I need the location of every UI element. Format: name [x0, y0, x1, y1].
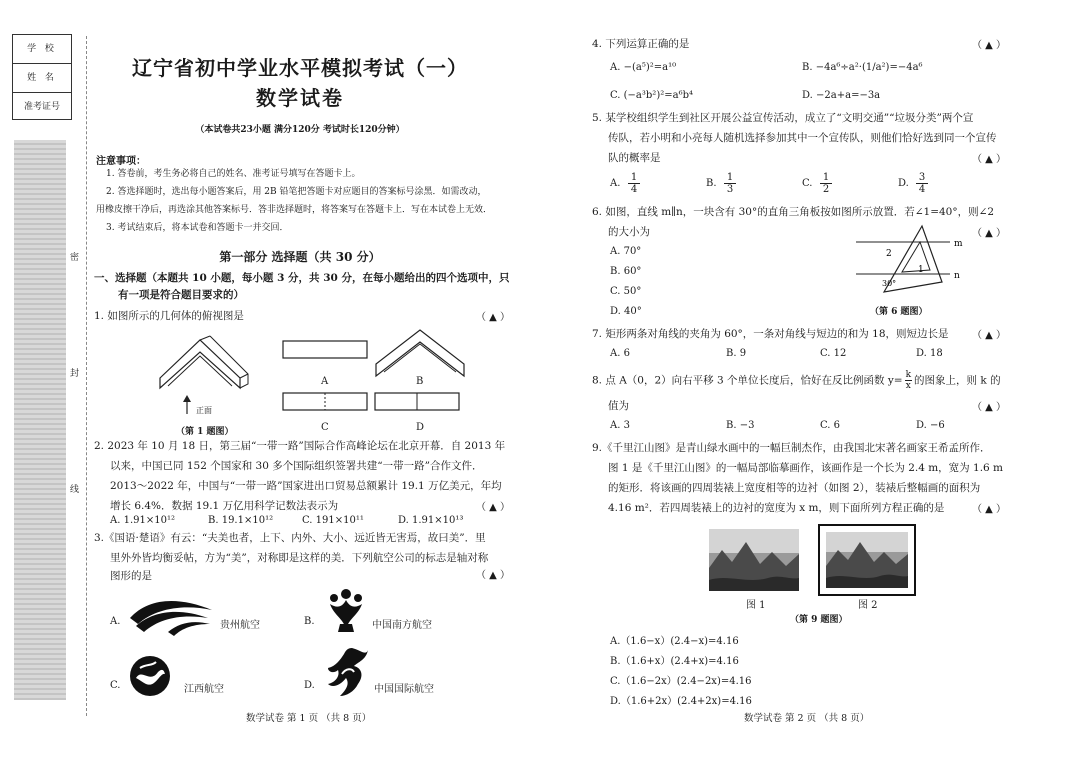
q7-option-c: C. 12 — [820, 348, 847, 359]
q1-label-c: C — [321, 422, 329, 433]
q9-mark: （ ▲ ） — [972, 504, 1007, 515]
q7-mark: （ ▲ ） — [972, 330, 1007, 341]
q2-option-b: B. 19.1×10¹² — [208, 515, 274, 526]
q7-option-b: B. 9 — [726, 348, 747, 359]
q5-line-1: 5. 某学校组织学生到社区开展公益宣传活动，成立了“文明交通”“垃圾分类”两个宣 — [592, 112, 974, 124]
q5-line-2: 传队，若小明和小亮每人随机选择参加其中一个宣传队，则他们恰好选到同一个宣传 — [608, 132, 997, 144]
exam-title: 辽宁省初中学业水平模拟考试（一） — [132, 56, 468, 80]
notice-2: 2. 答选择题时，选出每小题答案后，用 2B 铅笔把答题卡对应题目的答案标号涂黑．如需改动， — [106, 187, 487, 197]
q1-option-a-figure — [280, 338, 370, 362]
q2-line-2: 以来，中国已同 152 个国家和 30 多个国际组织签署共建“一带一路”合作文件． — [110, 460, 483, 472]
q6-option-a: A. 70° — [610, 246, 642, 257]
seal-word-feng: 封 — [70, 366, 79, 379]
q3-option-b-letter: B. — [304, 616, 315, 627]
q9-painting-fig2 — [818, 524, 916, 596]
section-heading — [94, 270, 524, 304]
exam-number-field: 准考证号 — [23, 102, 60, 112]
q9-painting-fig1 — [708, 528, 800, 592]
q5-line-3: 队的概率是 — [608, 152, 661, 164]
q2-option-a: A. 1.91×10¹² — [110, 515, 175, 526]
q6-option-b: B. 60° — [610, 266, 642, 277]
q5-option-d-num: 3 — [916, 172, 928, 184]
q2-mark: （ ▲ ） — [476, 502, 511, 513]
q5-option-c-letter: C. — [802, 178, 813, 189]
q9-line-1: 9.《千里江山图》是青山绿水画中的一幅巨制杰作，由我国北宋著名画家王希孟所作． — [592, 442, 991, 454]
q3-line-3: 图形的是 — [110, 570, 152, 582]
notice-2-cont: 用橡皮擦干净后，再选涂其他答案标号．答非选择题时，将答案写在答题卡上．写在本试卷上无效． — [96, 205, 493, 215]
q9-line-3: 的矩形．将该画的四周装裱上宽度相等的边衬（如图 2），装裱后整幅画的面积为 — [608, 482, 981, 494]
q2-option-d: D. 1.91×10¹³ — [398, 515, 464, 526]
q6-mark: （ ▲ ） — [972, 228, 1007, 239]
seal-word-mi: 密 — [70, 250, 79, 263]
q4-mark: （ ▲ ） — [972, 40, 1007, 51]
q5-option-a-letter: A. — [610, 178, 621, 189]
q5-option-a-fraction — [628, 172, 640, 195]
triangle-inner — [902, 242, 930, 272]
q4-option-d: D. −2a+a=−3a — [802, 90, 881, 101]
china-southern-logo-icon — [324, 586, 368, 634]
q2-line-4: 增长 6.4%．数据 19.1 万亿用科学记数法表示为 — [110, 500, 339, 512]
q2-option-c: C. 191×10¹¹ — [302, 515, 364, 526]
q8-option-b: B. −3 — [726, 420, 755, 431]
q5-option-c-den: 2 — [822, 184, 830, 195]
q2-line-3: 2013～2022 年，中国与“一带一路”国家进出口贸易总额累计 19.1 万亿美元，年均 — [110, 480, 502, 492]
q7-text: 7. 矩形两条对角线的夹角为 60°，一条对角线与短边的和为 18，则短边长是 — [592, 328, 949, 340]
part-title: 第一部分 选择题（共 30 分） — [219, 250, 381, 264]
q8-option-a: A. 3 — [610, 420, 630, 431]
q3-option-c-letter: C. — [110, 680, 121, 691]
q5-option-a-num: 1 — [628, 172, 640, 184]
q8-text-a: 8. 点 A（0，2）向右平移 3 个单位长度后，恰好在反比例函数 y= — [592, 374, 903, 387]
q7-option-a: A. 6 — [610, 348, 630, 359]
q5-option-b-den: 3 — [726, 184, 734, 195]
q3-option-b-name: 中国南方航空 — [372, 620, 432, 631]
exam-subject: 数学试卷 — [256, 86, 344, 110]
q4-text: 4. 下列运算正确的是 — [592, 38, 690, 50]
q8-option-d: D. −6 — [916, 420, 945, 431]
label-30deg: 30° — [882, 279, 897, 288]
q8-line-2: 值为 — [608, 400, 629, 412]
jiangxi-airlines-logo-icon — [128, 654, 172, 698]
q5-option-b-fraction — [724, 172, 736, 195]
q6-line-2: 的大小为 — [608, 226, 650, 238]
q5-option-b-num: 1 — [724, 172, 736, 184]
notice-1: 1. 答卷前，考生务必将自己的姓名、准考证号填写在答题卡上。 — [106, 169, 361, 179]
q3-line-2: 里外外皆均衡妥帖，方为“美”，对称即是这样的美．下列航空公司的标志是轴对称 — [110, 552, 489, 564]
q5-option-d-letter: D. — [898, 178, 909, 189]
q5-option-b-letter: B. — [706, 178, 717, 189]
q8-k: k — [905, 370, 912, 380]
q1-front-label: 正面 — [196, 406, 212, 415]
q1-option-b-figure — [372, 326, 468, 380]
q6-caption: （第 6 题图） — [870, 307, 928, 317]
q1-label-a: A — [321, 376, 329, 387]
q5-option-d-fraction — [916, 172, 928, 195]
q1-mark: （ ▲ ） — [476, 312, 511, 323]
right-footer: 数学试卷 第 2 页 （共 8 页） — [744, 713, 870, 724]
q3-option-d-letter: D. — [304, 680, 315, 691]
q7-option-d: D. 18 — [916, 348, 943, 359]
q9-line-4: 4.16 m²．若四周装裱上的边衬的宽度为 x m，则下面所列方程正确的是 — [608, 502, 945, 514]
q6-option-d: D. 40° — [610, 306, 642, 317]
q3-mark: （ ▲ ） — [476, 570, 511, 581]
air-china-logo-icon — [322, 644, 372, 700]
q9-option-a: A.（1.6−x）(2.4−x)=4.16 — [610, 636, 739, 647]
q5-option-d-den: 4 — [918, 184, 926, 195]
q8-line-1 — [592, 370, 1001, 391]
margin-strip — [14, 140, 66, 700]
label-angle-1: 1 — [918, 265, 924, 275]
q9-option-c: C.（1.6−2x）(2.4−2x)=4.16 — [610, 676, 752, 687]
q8-text-b: 的图象上，则 k 的 — [914, 374, 1001, 387]
q5-option-a-den: 4 — [630, 184, 638, 195]
q3-option-a-letter: A. — [110, 616, 121, 627]
q5-option-c-fraction — [820, 172, 832, 195]
q6-figure — [850, 220, 970, 300]
notice-title: 注意事项： — [96, 156, 146, 167]
q9-option-b: B.（1.6+x）(2.4+x)=4.16 — [610, 656, 739, 667]
q3-option-d-name: 中国国际航空 — [374, 684, 434, 695]
q3-line-1: 3.《国语·楚语》有云：“夫美也者，上下、内外、大小、远近皆无害焉，故曰美”．里 — [94, 532, 486, 544]
q9-option-d: D.（1.6+2x）(2.4+2x)=4.16 — [610, 696, 752, 707]
q1-front-arrow — [178, 394, 198, 416]
section-line-1: 一、选择题（本题共 10 小题，每小题 3 分，共 30 分，在每小题给出的四个选项中，只 — [94, 272, 510, 284]
label-n: n — [954, 271, 960, 281]
q1-option-d-figure — [372, 390, 462, 414]
q2-line-1: 2. 2023 年 10 月 18 日，第三届“一带一路”国际合作高峰论坛在北京开幕．自 2013 年 — [94, 440, 506, 452]
q4-option-a: A. −(a⁵)²=a¹⁰ — [610, 62, 677, 73]
q1-label-d: D — [416, 422, 425, 433]
notice-3: 3. 考试结束后，将本试卷和答题卡一并交回． — [106, 223, 289, 233]
exam-info: （本试卷共23小题 满分120分 考试时长120分钟） — [195, 125, 405, 135]
q6-line-1: 6. 如图，直线 m∥n，一块含有 30°的直角三角板按如图所示放置．若∠1=40°，则∠2 — [592, 206, 995, 218]
q9-caption: （第 9 题图） — [790, 615, 848, 625]
q1-text: 1. 如图所示的几何体的俯视图是 — [94, 310, 244, 322]
section-line-2: 有一项是符合题目要求的） — [118, 289, 244, 301]
q9-line-2: 图 1 是《千里江山图》的一幅局部临摹画作，该画作是一个长为 2.4 m，宽为 1.6 m — [608, 462, 1004, 474]
q1-solid-figure — [150, 330, 260, 400]
label-m: m — [954, 239, 963, 249]
label-angle-2: 2 — [886, 249, 892, 259]
q1-label-b: B — [416, 376, 424, 387]
q6-option-c: C. 50° — [610, 286, 642, 297]
student-info-box — [12, 34, 72, 120]
q8-option-c: C. 6 — [820, 420, 841, 431]
q4-option-b: B. −4a⁶÷a²·(1/a²)=−4a⁶ — [802, 62, 923, 73]
q4-option-c: C. (−a³b²)²=a⁶b⁴ — [610, 90, 693, 101]
q9-fig1-label: 图 1 — [746, 600, 766, 611]
seal-word-xian: 线 — [70, 482, 79, 495]
q5-option-c-num: 1 — [820, 172, 832, 184]
q3-option-a-name: 贵州航空 — [220, 620, 260, 631]
school-field: 学 校 — [13, 35, 71, 64]
seal-line — [86, 36, 87, 716]
q1-caption: （第 1 题图） — [176, 427, 234, 437]
q5-mark: （ ▲ ） — [972, 154, 1007, 165]
guizhou-airlines-logo-icon — [128, 596, 214, 636]
q1-option-c-figure — [280, 390, 370, 414]
name-field: 姓 名 — [13, 64, 71, 93]
q3-option-c-name: 江西航空 — [184, 684, 224, 695]
q8-mark: （ ▲ ） — [972, 402, 1007, 413]
q8-x: x — [905, 381, 911, 391]
left-footer: 数学试卷 第 1 页 （共 8 页） — [246, 713, 372, 724]
q9-fig2-label: 图 2 — [858, 600, 878, 611]
